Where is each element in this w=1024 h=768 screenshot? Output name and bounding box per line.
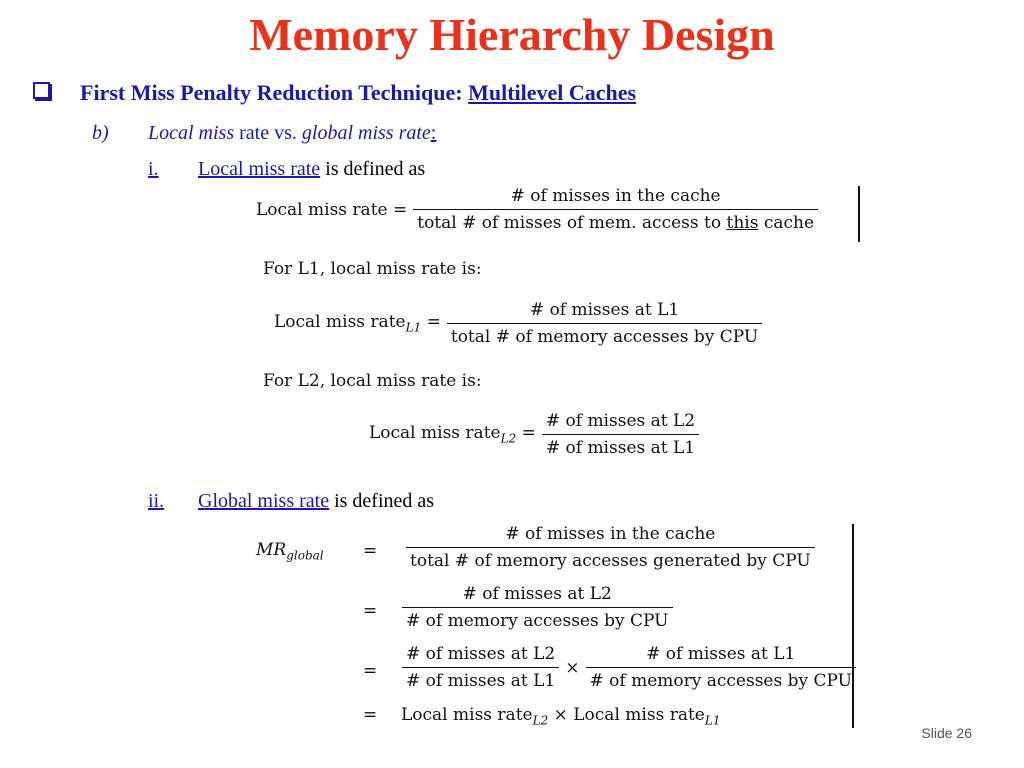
l1-fraction [447, 300, 762, 347]
l2-lhs: Local miss rate$_{L2}$ = [369, 423, 536, 446]
global-f3b-denominator: # of memory accesses by CPU [586, 667, 857, 691]
eq-sign-2: = [363, 601, 378, 621]
item-ii [148, 490, 434, 513]
for-l2-text: For L2, local miss rate is: [263, 371, 482, 391]
global-f2-numerator: # of misses at L2 [462, 584, 612, 604]
bullet-prefix: First Miss Penalty Reduction Technique: [80, 80, 469, 105]
global-f3a [402, 644, 559, 691]
local-fraction [413, 186, 818, 233]
local-lhs: Local miss rate = [256, 199, 408, 220]
times-sign: × [565, 657, 580, 678]
multilevel-caches-link[interactable]: Multilevel Caches [468, 80, 637, 105]
slide-title: Memory Hierarchy Design [249, 9, 775, 60]
subpoint-marker: b) [92, 122, 109, 144]
slide-number: Slide 26 [921, 725, 972, 741]
eq-sign-3: = [363, 661, 378, 681]
vertical-divider-top [858, 186, 860, 242]
global-fraction-2 [396, 584, 679, 631]
global-f3b [586, 644, 857, 691]
vertical-divider-bottom [852, 524, 854, 728]
local-numerator: # of misses in the cache [510, 186, 721, 206]
local-miss-italic: Local miss [148, 122, 235, 144]
for-l1-text: For L1, local miss rate is: [263, 259, 482, 279]
item-i [148, 158, 425, 181]
global-lhs: $MR_{global}$ [256, 540, 324, 563]
local-denominator: total # of misses of mem. access to this cache [413, 209, 818, 233]
local-miss-rate-equation [256, 186, 824, 233]
l2-local-equation [369, 411, 705, 458]
global-fraction-1 [400, 524, 821, 571]
l2-numerator: # of misses at L2 [545, 411, 696, 431]
subpoint-mid: rate vs. [234, 122, 302, 144]
global-miss-italic: global miss rate [301, 122, 431, 144]
checkbox-bullet-icon [33, 82, 50, 99]
eq-sign-1: = [363, 541, 378, 561]
subpoint-colon: : [430, 122, 437, 144]
global-f1-denominator: total # of memory accesses generated by CPU [406, 547, 815, 571]
global-f3a-denominator: # of misses at L1 [402, 667, 559, 691]
item-ii-number: ii. [148, 490, 165, 512]
eq-sign-4: = [363, 705, 378, 725]
l2-denominator: # of misses at L1 [542, 434, 699, 458]
item-i-rest: is defined as [320, 158, 426, 180]
global-f3b-numerator: # of misses at L1 [646, 644, 796, 664]
l1-lhs: Local miss rate$_{L1}$ = [274, 312, 441, 335]
l1-local-equation [274, 300, 768, 347]
subpoint-b [92, 122, 436, 145]
global-f3a-numerator: # of misses at L2 [406, 644, 556, 664]
global-final-product: Local miss rate$_{L2}$ × Local miss rate$_{L1}$ [401, 705, 721, 728]
main-bullet [33, 80, 636, 106]
item-ii-rest: is defined as [329, 490, 435, 512]
l1-numerator: # of misses at L1 [529, 300, 680, 320]
global-f1-numerator: # of misses in the cache [505, 524, 716, 544]
local-miss-rate-link[interactable]: Local miss rate [198, 158, 321, 180]
l2-fraction [542, 411, 699, 458]
item-i-number: i. [148, 158, 159, 180]
global-product [396, 644, 862, 691]
global-miss-rate-link[interactable]: Global miss rate [198, 490, 330, 512]
l1-denominator: total # of memory accesses by CPU [447, 323, 762, 347]
global-f2-denominator: # of memory accesses by CPU [402, 607, 673, 631]
